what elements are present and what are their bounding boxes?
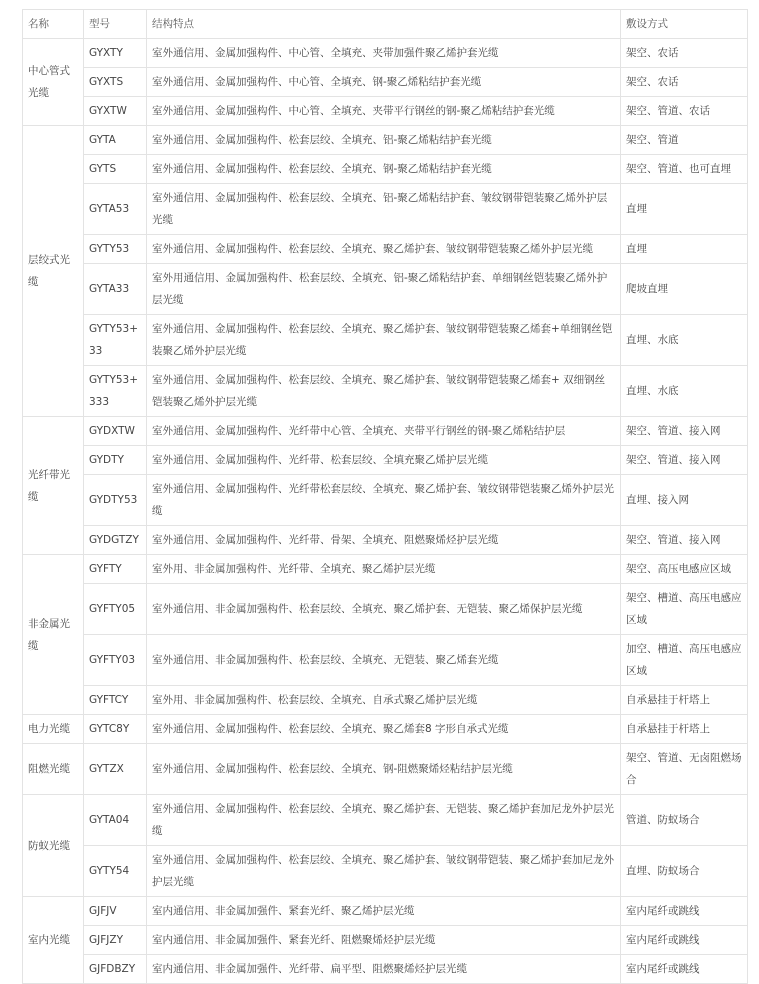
structure-cell: 室外通信用、金属加强构件、中心管、全填充、钢-聚乙烯粘结护套光缆 — [147, 68, 621, 97]
table-row — [23, 926, 748, 955]
laying-method-cell: 架空、高压电感应区域 — [621, 555, 748, 584]
laying-method-cell: 架空、管道 — [621, 126, 748, 155]
laying-method-cell: 架空、管道、农话 — [621, 97, 748, 126]
structure-cell: 室外通信用、金属加强构件、松套层绞、全填充、铝-聚乙烯粘结护套光缆 — [147, 126, 621, 155]
model-cell: GJFDBZY — [84, 955, 147, 984]
structure-cell: 室外通信用、金属加强构件、松套层绞、全填充、钢-阻燃聚烯烃粘结护层光缆 — [147, 744, 621, 795]
header-structure: 结构特点 — [147, 10, 621, 39]
laying-method-cell: 直埋、防蚁场合 — [621, 846, 748, 897]
model-cell: GYTY53+33 — [84, 315, 147, 366]
model-cell: GYFTCY — [84, 686, 147, 715]
table-row — [23, 235, 748, 264]
model-cell: GYTC8Y — [84, 715, 147, 744]
structure-cell: 室内通信用、非金属加强件、紧套光纤、阻燃聚烯烃护层光缆 — [147, 926, 621, 955]
model-cell: GJFJZY — [84, 926, 147, 955]
laying-method-cell: 架空、槽道、高压电感应区域 — [621, 584, 748, 635]
structure-cell: 室外通信用、金属加强构件、松套层绞、全填充、铝-聚乙烯粘结护套、皱纹钢带铠装聚乙烯外护层光缆 — [147, 184, 621, 235]
structure-cell: 室内通信用、非金属加强件、紧套光纤、聚乙烯护层光缆 — [147, 897, 621, 926]
laying-method-cell: 室内尾纤或跳线 — [621, 897, 748, 926]
laying-method-cell: 直埋 — [621, 235, 748, 264]
model-cell: GYDTY — [84, 446, 147, 475]
laying-method-cell: 自承悬挂于杆塔上 — [621, 715, 748, 744]
header-model: 型号 — [84, 10, 147, 39]
laying-method-cell: 架空、农话 — [621, 39, 748, 68]
category-name-cell: 中心管式光缆 — [23, 39, 84, 126]
structure-cell: 室外通信用、金属加强构件、光纤带松套层绞、全填充、聚乙烯护套、皱纹钢带铠装聚乙烯外护层光缆 — [147, 475, 621, 526]
header-laying: 敷设方式 — [621, 10, 748, 39]
table-row — [23, 635, 748, 686]
table-row — [23, 39, 748, 68]
table-row — [23, 526, 748, 555]
structure-cell: 室外通信用、金属加强构件、松套层绞、全填充、聚乙烯护套、无铠装、聚乙烯护套加尼龙外护层光缆 — [147, 795, 621, 846]
laying-method-cell: 自承悬挂于杆塔上 — [621, 686, 748, 715]
category-name-cell: 层绞式光缆 — [23, 126, 84, 417]
laying-method-cell: 直埋、接入网 — [621, 475, 748, 526]
model-cell: GYFTY — [84, 555, 147, 584]
model-cell: GJFJV — [84, 897, 147, 926]
header-name: 名称 — [23, 10, 84, 39]
laying-method-cell: 爬坡直埋 — [621, 264, 748, 315]
table-row — [23, 475, 748, 526]
table-row — [23, 417, 748, 446]
model-cell: GYTA04 — [84, 795, 147, 846]
structure-cell: 室外通信用、金属加强构件、光纤带、骨架、全填充、阻燃聚烯烃护层光缆 — [147, 526, 621, 555]
model-cell: GYXTS — [84, 68, 147, 97]
laying-method-cell: 架空、管道、接入网 — [621, 526, 748, 555]
table-row — [23, 68, 748, 97]
laying-method-cell: 架空、农话 — [621, 68, 748, 97]
structure-cell: 室外通信用、金属加强构件、中心管、全填充、夹带平行钢丝的钢-聚乙烯粘结护套光缆 — [147, 97, 621, 126]
table-row — [23, 155, 748, 184]
table-row — [23, 315, 748, 366]
laying-method-cell: 室内尾纤或跳线 — [621, 955, 748, 984]
model-cell: GYDXTW — [84, 417, 147, 446]
category-name-cell: 光纤带光缆 — [23, 417, 84, 555]
model-cell: GYTS — [84, 155, 147, 184]
table-row — [23, 184, 748, 235]
cable-types-table — [22, 9, 748, 984]
table-row — [23, 846, 748, 897]
table-row — [23, 955, 748, 984]
table-row — [23, 366, 748, 417]
model-cell: GYTY53 — [84, 235, 147, 264]
table-row — [23, 97, 748, 126]
laying-method-cell: 直埋 — [621, 184, 748, 235]
model-cell: GYTY53+333 — [84, 366, 147, 417]
structure-cell: 室内通信用、非金属加强件、光纤带、扁平型、阻燃聚烯烃护层光缆 — [147, 955, 621, 984]
laying-method-cell: 管道、防蚁场合 — [621, 795, 748, 846]
category-name-cell: 电力光缆 — [23, 715, 84, 744]
laying-method-cell: 室内尾纤或跳线 — [621, 926, 748, 955]
table-row — [23, 446, 748, 475]
structure-cell: 室外通信用、金属加强构件、松套层绞、全填充、聚乙烯套8 字形自承式光缆 — [147, 715, 621, 744]
model-cell: GYTA33 — [84, 264, 147, 315]
laying-method-cell: 架空、管道、接入网 — [621, 417, 748, 446]
header-row — [23, 10, 748, 39]
model-cell: GYXTW — [84, 97, 147, 126]
laying-method-cell: 架空、管道、无卤阻燃场合 — [621, 744, 748, 795]
model-cell: GYTY54 — [84, 846, 147, 897]
model-cell: GYTA53 — [84, 184, 147, 235]
structure-cell: 室外通信用、非金属加强构件、松套层绞、全填充、聚乙烯护套、无铠装、聚乙烯保护层光缆 — [147, 584, 621, 635]
structure-cell: 室外通信用、金属加强构件、松套层绞、全填充、聚乙烯护套、皱纹钢带铠装聚乙烯套+单细钢丝铠装聚乙烯外护层光缆 — [147, 315, 621, 366]
structure-cell: 室外用、非金属加强构件、光纤带、全填充、聚乙烯护层光缆 — [147, 555, 621, 584]
structure-cell: 室外通信用、金属加强构件、松套层绞、全填充、聚乙烯护套、皱纹钢带铠装聚乙烯外护层光缆 — [147, 235, 621, 264]
model-cell: GYDTY53 — [84, 475, 147, 526]
model-cell: GYFTY05 — [84, 584, 147, 635]
table-row — [23, 715, 748, 744]
laying-method-cell: 直埋、水底 — [621, 315, 748, 366]
structure-cell: 室外通信用、金属加强构件、松套层绞、全填充、钢-聚乙烯粘结护套光缆 — [147, 155, 621, 184]
category-name-cell: 非金属光缆 — [23, 555, 84, 715]
table-row — [23, 795, 748, 846]
table-row — [23, 264, 748, 315]
model-cell: GYDGTZY — [84, 526, 147, 555]
model-cell: GYTA — [84, 126, 147, 155]
model-cell: GYFTY03 — [84, 635, 147, 686]
table-row — [23, 744, 748, 795]
laying-method-cell: 直埋、水底 — [621, 366, 748, 417]
structure-cell: 室外通信用、金属加强构件、松套层绞、全填充、聚乙烯护套、皱纹钢带铠装聚乙烯套+ 双细钢丝铠装聚乙烯外护层光缆 — [147, 366, 621, 417]
table-row — [23, 126, 748, 155]
category-name-cell: 阻燃光缆 — [23, 744, 84, 795]
laying-method-cell: 加空、槽道、高压电感应区域 — [621, 635, 748, 686]
category-name-cell: 室内光缆 — [23, 897, 84, 984]
table-row — [23, 897, 748, 926]
structure-cell: 室外通信用、非金属加强构件、松套层绞、全填充、无铠装、聚乙烯套光缆 — [147, 635, 621, 686]
structure-cell: 室外用、非金属加强构件、松套层绞、全填充、自承式聚乙烯护层光缆 — [147, 686, 621, 715]
laying-method-cell: 架空、管道、接入网 — [621, 446, 748, 475]
structure-cell: 室外通信用、金属加强构件、光纤带中心管、全填充、夹带平行钢丝的钢-聚乙烯粘结护层 — [147, 417, 621, 446]
table-row — [23, 584, 748, 635]
structure-cell: 室外通信用、金属加强构件、光纤带、松套层绞、全填充聚乙烯护层光缆 — [147, 446, 621, 475]
table-row — [23, 686, 748, 715]
category-name-cell: 防蚁光缆 — [23, 795, 84, 897]
structure-cell: 室外通信用、金属加强构件、中心管、全填充、夹带加强件聚乙烯护套光缆 — [147, 39, 621, 68]
laying-method-cell: 架空、管道、也可直埋 — [621, 155, 748, 184]
model-cell: GYTZX — [84, 744, 147, 795]
structure-cell: 室外用通信用、金属加强构件、松套层绞、全填充、铝-聚乙烯粘结护套、单细钢丝铠装聚乙烯外护层光缆 — [147, 264, 621, 315]
structure-cell: 室外通信用、金属加强构件、松套层绞、全填充、聚乙烯护套、皱纹钢带铠装、聚乙烯护套加尼龙外护层光缆 — [147, 846, 621, 897]
model-cell: GYXTY — [84, 39, 147, 68]
table-body — [23, 39, 748, 984]
table-row — [23, 555, 748, 584]
